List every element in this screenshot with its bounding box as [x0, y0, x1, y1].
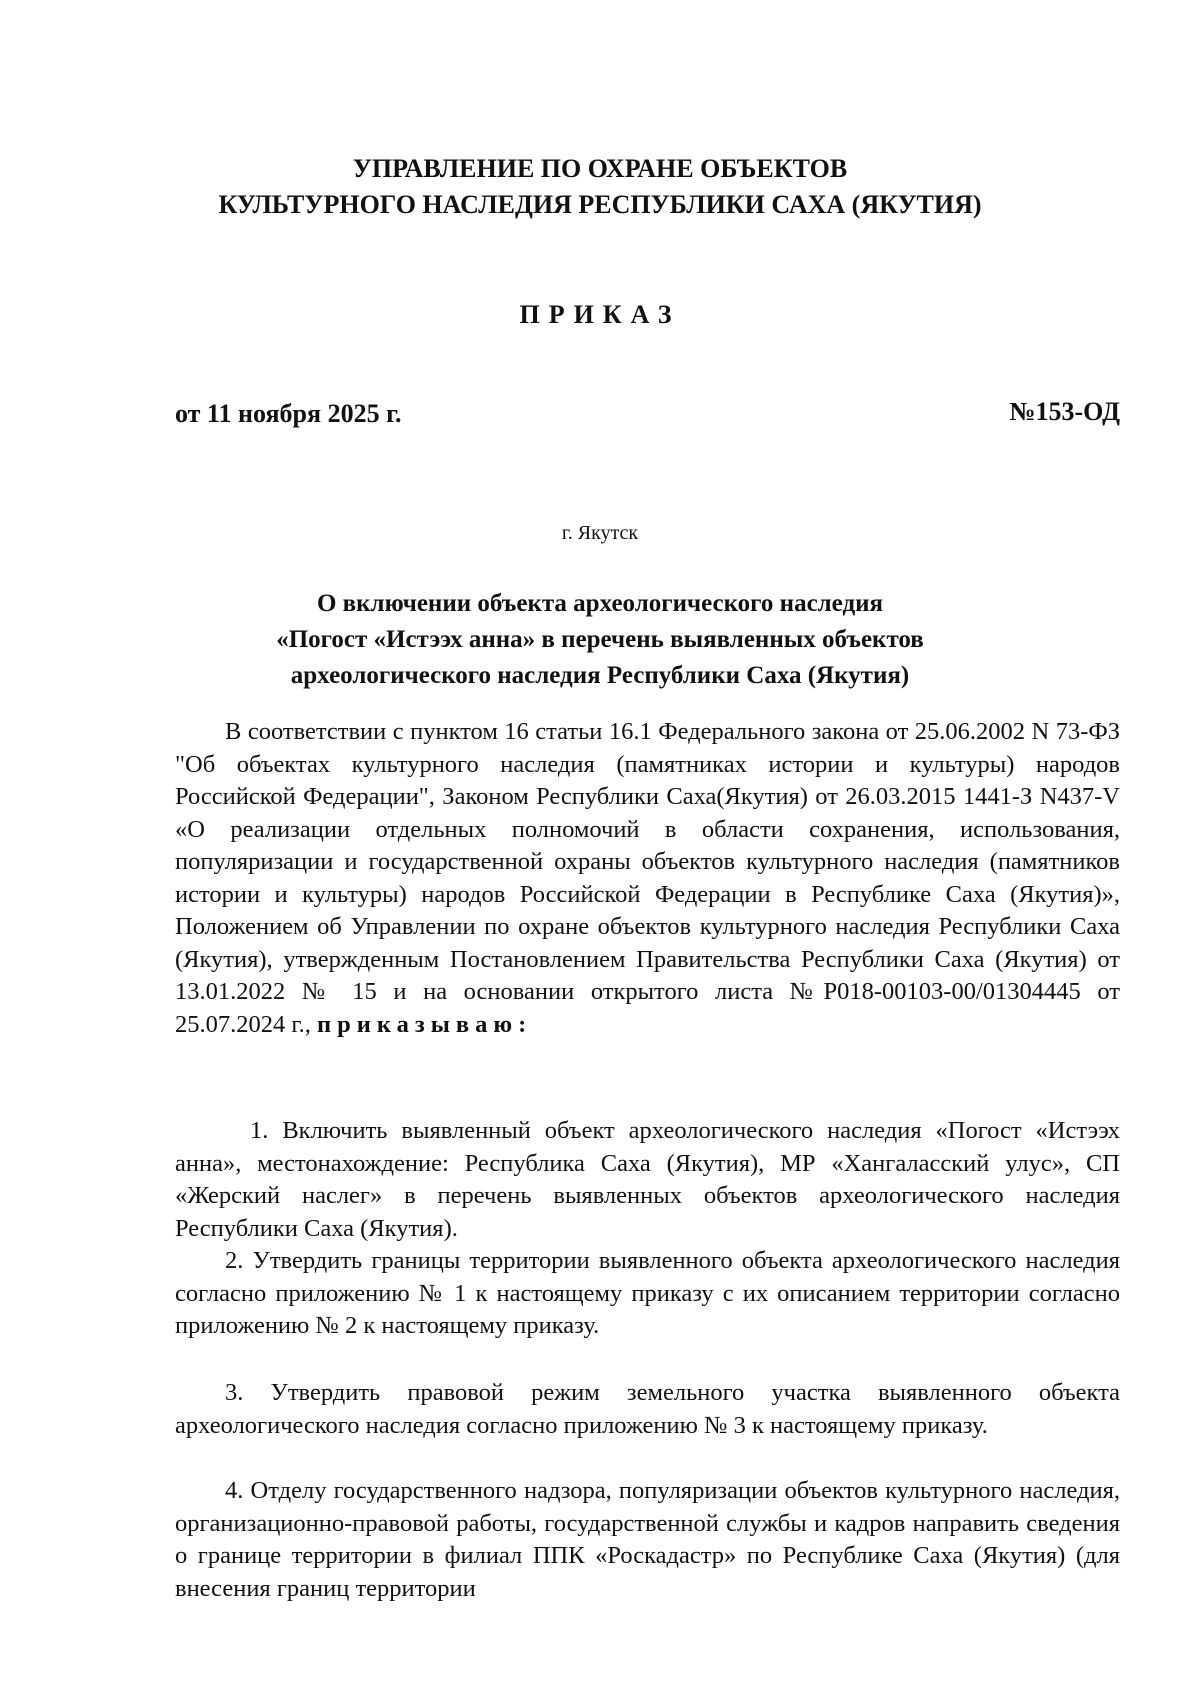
subject-line-3: археологического наследия Республики Саха (Якутия) [290, 662, 910, 689]
org-name-line-2: КУЛЬТУРНОГО НАСЛЕДИЯ РЕСПУБЛИКИ САХА (ЯКУТИЯ) [218, 190, 982, 219]
preamble-paragraph [175, 716, 1120, 1041]
item-text: Отделу государственного надзора, популяризации объектов культурного наследия, организационно-правовой работы, государственной службы и кадров направить сведения о границе территории в филиал ППК «Роскадастр» по Республике Саха (Якутия) (для внесения границ территории [175, 1477, 1120, 1602]
decree-word: приказываю: [317, 1010, 533, 1038]
subject-line-1: О включении объекта археологического наследия [316, 590, 884, 617]
item-number: 3. [225, 1379, 244, 1406]
item-number: 2. [225, 1247, 244, 1274]
item-text: Утвердить правовой режим земельного участка выявленного объекта археологического наследия согласно приложению № 3 к настоящему приказу. [175, 1379, 1121, 1439]
item-text: Утвердить границы территории выявленного объекта археологического наследия согласно приложению № 1 к настоящему приказу с их описанием территории согласно приложению № 2 к настоящему приказу. [175, 1247, 1120, 1339]
preamble-text: В соответствии с пунктом 16 статьи 16.1 Федерального закона от 25.06.2002 N 73-ФЗ "Об объектах культурного наследия (памятниках истории и культуры) народов Российской Федерации", Законом Республики Саха(Якутия) от 26.03.2015 1441-З N437-V «О реализации отдельных полномочий в области сохранения, использования, популяризации и государственной охраны объектов культурного наследия (памятников истории и культуры) народов Российской Федерации в Республике Саха (Якутия)», Положением об Управлении по охране объектов культурного наследия Республики Саха (Якутия), утвержденным Постановлением Правительства Республики Саха (Якутия) от 13.01.2022 № 15 и на основании открытого листа №Р018-00103-00/01304445 от 25.07.2024 г., [175, 718, 1120, 1038]
org-name-line-1: УПРАВЛЕНИЕ ПО ОХРАНЕ ОБЪЕКТОВ [352, 154, 848, 183]
order-item-3 [175, 1377, 1120, 1442]
order-date: от 11 ноября 2025 г. [175, 399, 402, 428]
order-item-1 [175, 1115, 1120, 1245]
item-number: 1. [250, 1117, 269, 1144]
order-item-4 [175, 1475, 1120, 1605]
item-number: 4. [225, 1477, 244, 1504]
item-text: Включить выявленный объект археологического наследия «Погост «Истээх анна», местонахождение: Республика Саха (Якутия), МР «Хангаласский улус», СП «Жерский наслег» в перечень выявленных объектов археологического наследия Республики Саха (Якутия). [175, 1117, 1121, 1242]
document-type-title: ПРИКАЗ [519, 300, 681, 329]
order-number: №153-ОД [1009, 397, 1120, 426]
order-item-2 [175, 1245, 1120, 1343]
subject-line-2: «Погост «Истээх анна» в перечень выявленных объектов [276, 626, 924, 653]
city-name: г. Якутск [561, 522, 639, 544]
